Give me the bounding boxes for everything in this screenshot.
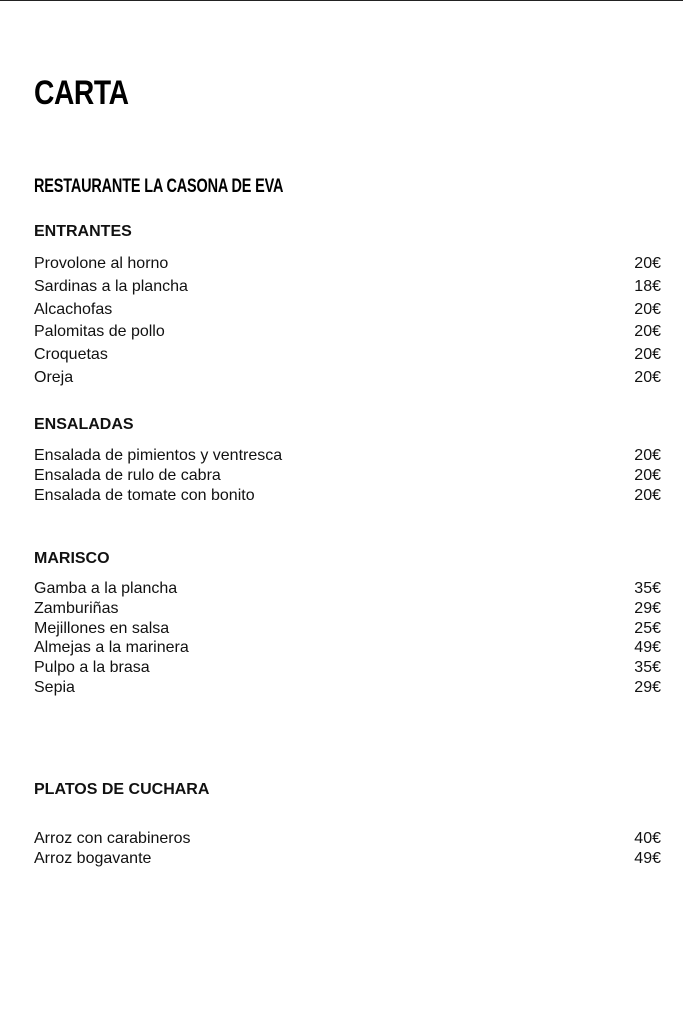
menu-item: [34, 658, 661, 678]
menu-item: [34, 849, 661, 869]
section-ensaladas: [34, 415, 661, 506]
menu-title: CARTA: [34, 74, 129, 112]
item-name: Sardinas a la plancha: [34, 277, 188, 295]
item-price: 25€: [634, 619, 661, 637]
section-platos-de-cuchara: [34, 780, 661, 869]
restaurant-name: RESTAURANTE LA CASONA DE EVA: [34, 176, 284, 197]
item-price: 29€: [634, 678, 661, 696]
item-name: Pulpo a la brasa: [34, 659, 150, 677]
menu-item: [34, 579, 661, 599]
item-name: Arroz bogavante: [34, 850, 152, 867]
menu-item-list: [34, 446, 661, 506]
menu-item: [34, 446, 661, 466]
item-name: Sepia: [34, 678, 75, 696]
item-name: Oreja: [34, 368, 74, 386]
item-price: 20€: [634, 346, 661, 364]
item-name: Provolone al horno: [34, 255, 169, 272]
menu-item: [34, 599, 661, 619]
item-name: Ensalada de rulo de cabra: [34, 467, 221, 484]
item-name: Ensalada de tomate con bonito: [34, 487, 255, 504]
section-title: ENSALADAS: [34, 416, 134, 433]
menu-item-list: [34, 579, 661, 698]
item-price: 49€: [634, 850, 661, 867]
item-price: 35€: [634, 580, 661, 597]
menu-item: [34, 344, 661, 367]
menu-item: [34, 466, 661, 486]
top-border-line: [0, 0, 683, 1]
item-name: Palomitas de pollo: [34, 323, 165, 341]
menu-item: [34, 678, 661, 698]
item-price: 20€: [634, 447, 661, 464]
item-price: 20€: [634, 368, 661, 386]
menu-item: [34, 486, 661, 506]
item-price: 20€: [634, 467, 661, 484]
menu-item-list: [34, 253, 661, 390]
menu-item: [34, 321, 661, 344]
section-marisco: [34, 549, 661, 698]
menu-item: [34, 829, 661, 849]
item-name: Arroz con carabineros: [34, 830, 191, 847]
item-price: 20€: [634, 255, 661, 272]
section-title: MARISCO: [34, 550, 110, 567]
item-price: 20€: [634, 300, 661, 318]
section-entrantes: [34, 222, 661, 390]
item-price: 29€: [634, 599, 661, 617]
item-name: Zamburiñas: [34, 599, 119, 617]
item-name: Gamba a la plancha: [34, 580, 178, 597]
item-price: 35€: [634, 659, 661, 677]
menu-item: [34, 619, 661, 639]
item-price: 40€: [634, 830, 661, 847]
item-name: Ensalada de pimientos y ventresca: [34, 447, 283, 464]
section-title: PLATOS DE CUCHARA: [34, 781, 210, 798]
item-name: Almejas a la marinera: [34, 639, 189, 657]
item-price: 20€: [634, 487, 661, 504]
section-title: ENTRANTES: [34, 223, 132, 240]
menu-item: [34, 638, 661, 658]
menu-item: [34, 367, 661, 390]
menu-item: [34, 299, 661, 322]
menu-item: [34, 276, 661, 299]
item-name: Croquetas: [34, 346, 108, 364]
menu-item-list: [34, 829, 661, 869]
item-price: 18€: [634, 277, 661, 295]
item-price: 20€: [634, 323, 661, 341]
item-name: Alcachofas: [34, 300, 113, 318]
item-name: Mejillones en salsa: [34, 619, 170, 637]
menu-item: [34, 253, 661, 276]
item-price: 49€: [634, 639, 661, 657]
